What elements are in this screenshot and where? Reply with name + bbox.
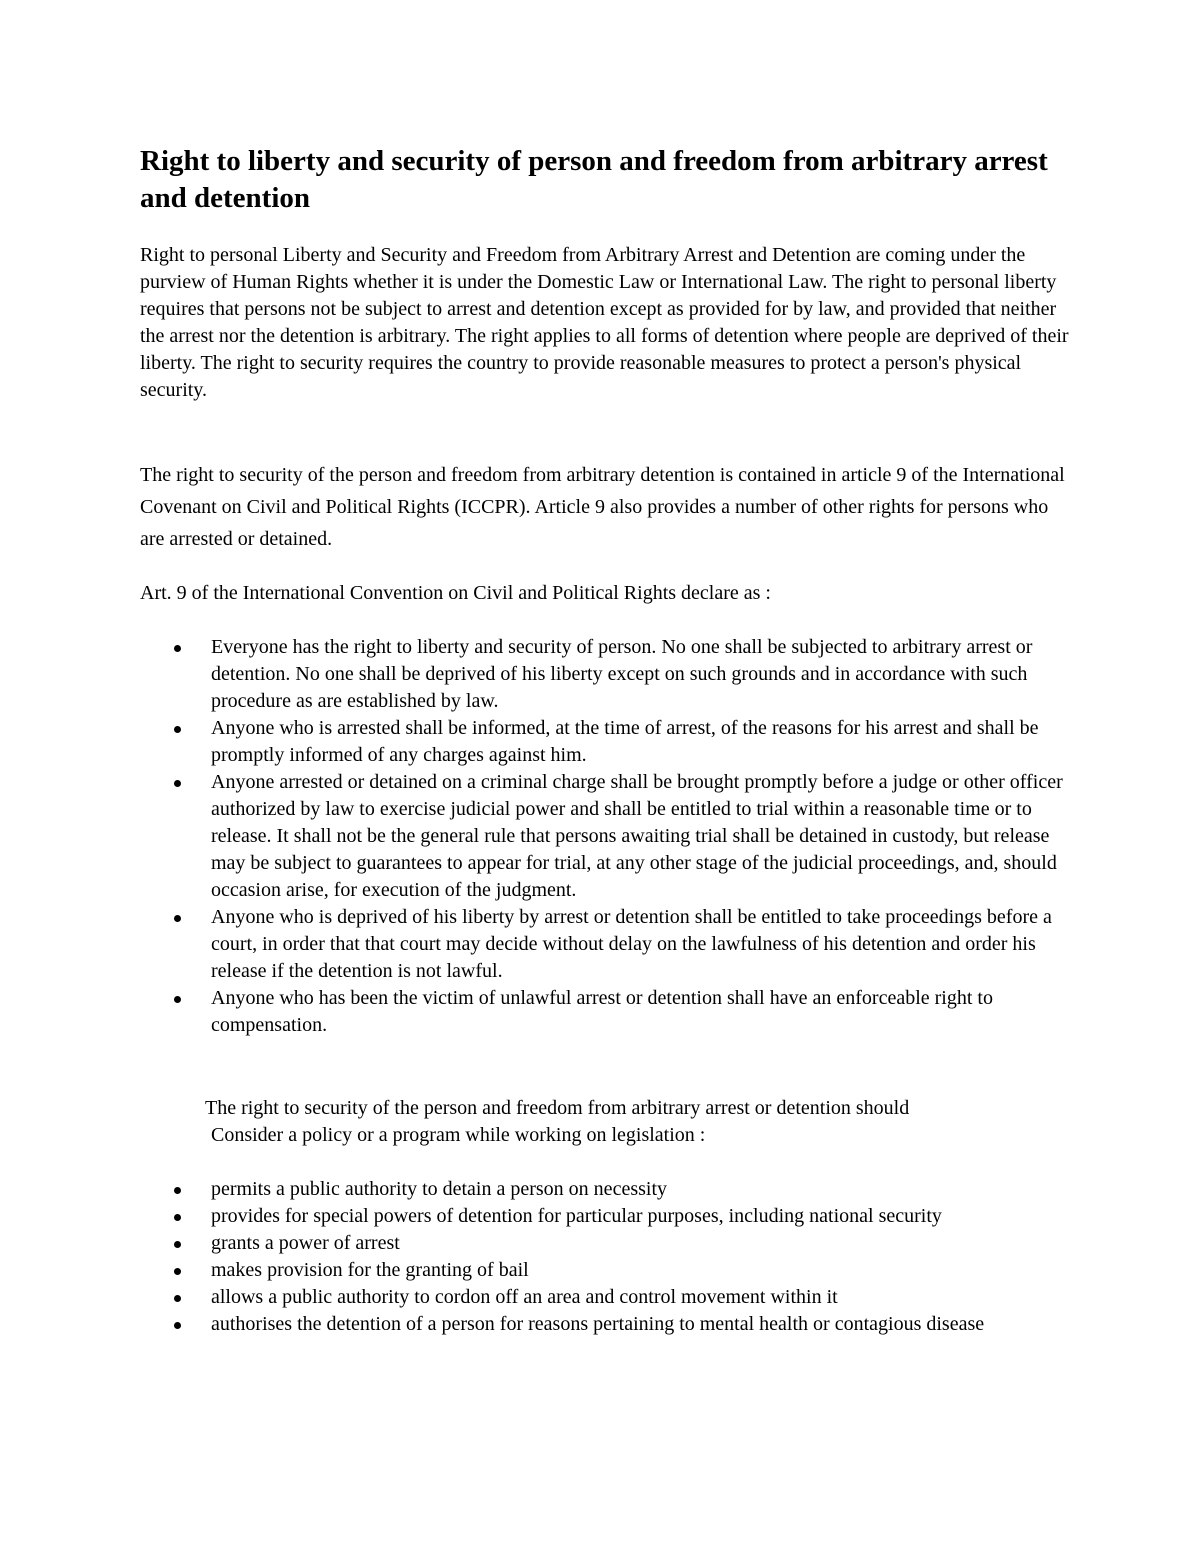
list-item bbox=[140, 715, 1080, 769]
list-item-text: Anyone who is deprived of his liberty by arrest or detention shall be entitled to take proceedings before a court, in order that that court may decide without delay on the lawfulness of his detention and order his release if the detention is not lawful. bbox=[211, 906, 1052, 982]
list-item bbox=[140, 1257, 1080, 1284]
bullet-icon bbox=[174, 726, 181, 733]
intro-paragraph: Right to personal Liberty and Security and Freedom from Arbitrary Arrest and Detention are coming under the purview of Human Rights whether it is under the Domestic Law or International Law. The right to personal liberty requires that persons not be subject to arrest and detention except as provided for by law, and provided that neither the arrest nor the detention is arbitrary. The right applies to all forms of detention where people are deprived of their liberty. The right to security requires the country to provide reasonable measures to protect a person's physical security. bbox=[140, 244, 1069, 401]
list-item bbox=[140, 1230, 1080, 1257]
list-item-text: Anyone arrested or detained on a criminal charge shall be brought promptly before a judge or other officer authorized by law to exercise judicial power and shall be entitled to trial within a reasonable time or to release. It shall not be the general rule that persons awaiting trial shall be detained in custody, but release may be subject to guarantees to appear for trial, at any other stage of the judicial proceedings, and, should occasion arise, for execution of the judgment. bbox=[211, 771, 1063, 901]
list-item bbox=[140, 904, 1080, 985]
list-item-text: authorises the detention of a person for reasons pertaining to mental health or contagious disease bbox=[211, 1313, 985, 1335]
list-item bbox=[140, 1176, 1080, 1203]
bullet-icon bbox=[174, 1268, 181, 1275]
iccpr-paragraph: The right to security of the person and freedom from arbitrary detention is contained in article 9 of the International Covenant on Civil and Political Rights (ICCPR). Article 9 also provides a number of other rights for persons who are arrested or detained. bbox=[140, 464, 1065, 550]
bullet-icon bbox=[174, 645, 181, 652]
list-item-text: permits a public authority to detain a person on necessity bbox=[211, 1178, 667, 1200]
legislation-paragraph bbox=[205, 1095, 1065, 1149]
list-item bbox=[140, 985, 1080, 1039]
bullet-icon bbox=[174, 1214, 181, 1221]
list-item bbox=[140, 1284, 1080, 1311]
list-item bbox=[140, 634, 1080, 715]
bullet-icon bbox=[174, 996, 181, 1003]
bullet-icon bbox=[174, 1322, 181, 1329]
document-title: Right to liberty and security of person and freedom from arbitrary arrest and detention bbox=[140, 145, 1048, 214]
list-item-text: provides for special powers of detention for particular purposes, including national security bbox=[211, 1205, 942, 1227]
list-item-text: Anyone who has been the victim of unlawful arrest or detention shall have an enforceable right to compensation. bbox=[211, 987, 993, 1036]
bullet-icon bbox=[174, 1187, 181, 1194]
list-item-text: Anyone who is arrested shall be informed, at the time of arrest, of the reasons for his arrest and shall be promptly informed of any charges against him. bbox=[211, 717, 1039, 766]
list-item bbox=[140, 1311, 1080, 1338]
list-item bbox=[140, 769, 1080, 904]
list-item-text: allows a public authority to cordon off an area and control movement within it bbox=[211, 1286, 838, 1308]
bullet-icon bbox=[174, 780, 181, 787]
legislation-paragraph-line2: Consider a policy or a program while working on legislation : bbox=[211, 1124, 706, 1146]
article-9-intro: Art. 9 of the International Convention on Civil and Political Rights declare as : bbox=[140, 582, 771, 604]
bullet-icon bbox=[174, 1241, 181, 1248]
legislation-paragraph-line1: The right to security of the person and freedom from arbitrary arrest or detention should bbox=[205, 1097, 910, 1119]
list-item-text: Everyone has the right to liberty and security of person. No one shall be subjected to arbitrary arrest or detention. No one shall be deprived of his liberty except on such grounds and in accordance with such procedure as are established by law. bbox=[211, 636, 1033, 712]
bullet-icon bbox=[174, 915, 181, 922]
list-item-text: grants a power of arrest bbox=[211, 1232, 400, 1254]
list-item-text: makes provision for the granting of bail bbox=[211, 1259, 529, 1281]
bullet-icon bbox=[174, 1295, 181, 1302]
list-item bbox=[140, 1203, 1080, 1230]
legislation-list bbox=[140, 1176, 1080, 1338]
article-9-list bbox=[140, 634, 1080, 1039]
